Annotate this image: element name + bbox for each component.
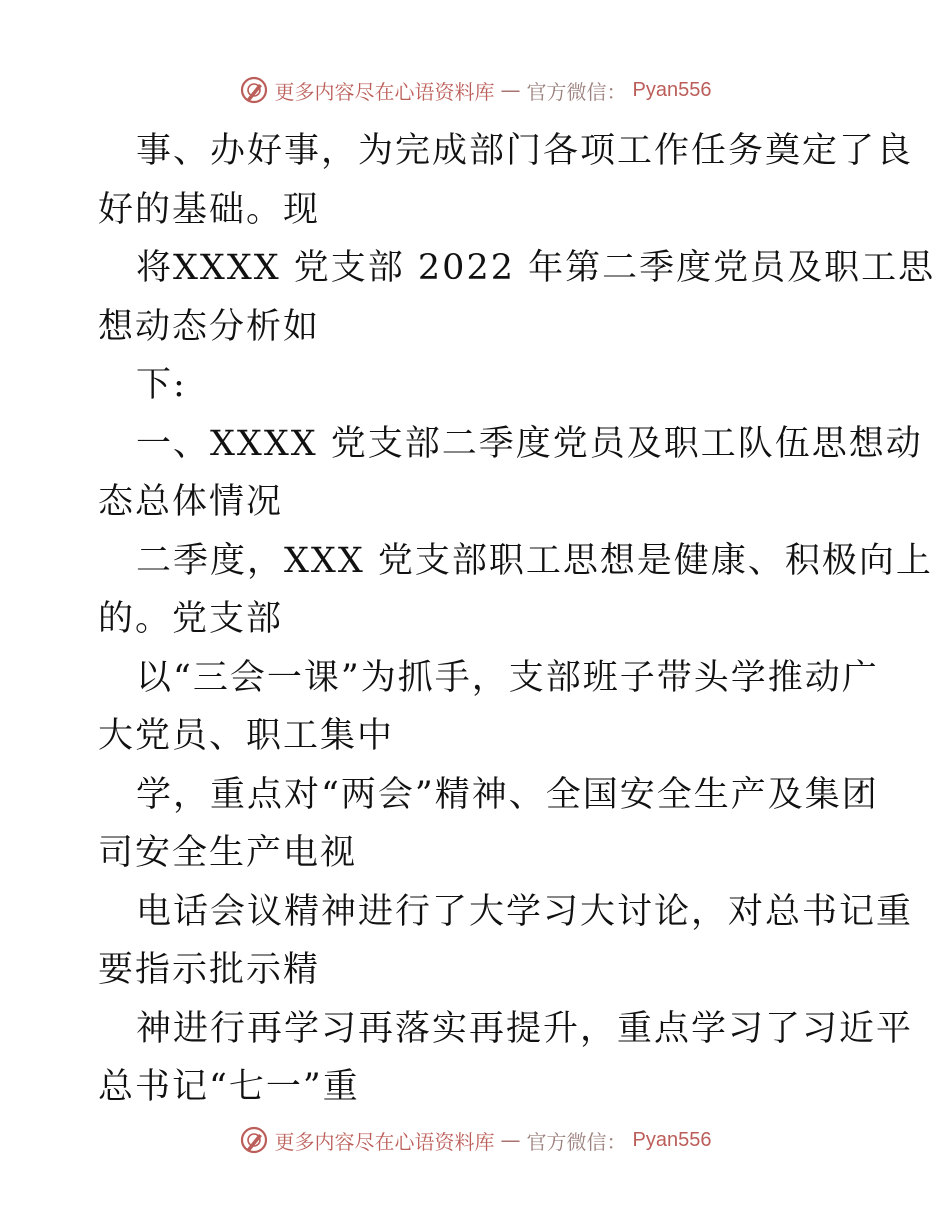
- text-line: 学，重点对“两会”精神、全国安全生产及集团: [136, 774, 879, 815]
- text-line: 神进行再学习再落实再提升，重点学习了习近平: [136, 1008, 914, 1049]
- text-line: 一、XXXX 党支部二季度党员及职工队伍思想动: [136, 423, 923, 464]
- body-text: [98, 122, 936, 1117]
- text-line: 好的基础。现: [98, 189, 321, 230]
- watermark-wechat-label: 官方微信：: [526, 79, 627, 104]
- watermark-dash: —: [500, 1128, 521, 1152]
- text-line: 想动态分析如: [98, 306, 321, 347]
- text-line: 态总体情况: [98, 482, 284, 522]
- watermark-dash: —: [500, 78, 521, 102]
- text-line: 的。党支部: [98, 599, 284, 639]
- watermark-wechat-label: 官方微信：: [526, 1129, 627, 1154]
- header-watermark: [0, 70, 950, 110]
- text-line: 将XXXX 党支部 2022 年第二季度党员及职工思: [136, 248, 936, 288]
- watermark-wechat-id: Pyan556: [632, 1128, 712, 1151]
- pen-logo-icon: [239, 75, 269, 105]
- text-line: 司安全生产电视: [98, 833, 358, 873]
- pen-logo-icon: [239, 1125, 269, 1155]
- watermark-site-text: 更多内容尽在心语资料库: [274, 79, 495, 104]
- footer-watermark: [0, 1120, 950, 1160]
- text-line: 以“三会一课”为抓手，支部班子带头学推动广: [136, 657, 879, 698]
- text-line: 电话会议精神进行了大学习大讨论，对总书记重: [136, 891, 914, 932]
- watermark-site-text: 更多内容尽在心语资料库: [274, 1129, 495, 1154]
- text-line: 事、办好事，为完成部门各项工作任务奠定了良: [136, 131, 914, 171]
- text-line: 下:: [136, 365, 187, 405]
- text-line: 总书记“七一”重: [98, 1067, 360, 1107]
- text-line: 二季度，XXX 党支部职工思想是健康、积极向上: [136, 540, 933, 581]
- text-line: 大党员、职工集中: [98, 716, 395, 756]
- text-line: 要指示批示精: [98, 950, 321, 990]
- watermark-wechat-id: Pyan556: [632, 78, 712, 101]
